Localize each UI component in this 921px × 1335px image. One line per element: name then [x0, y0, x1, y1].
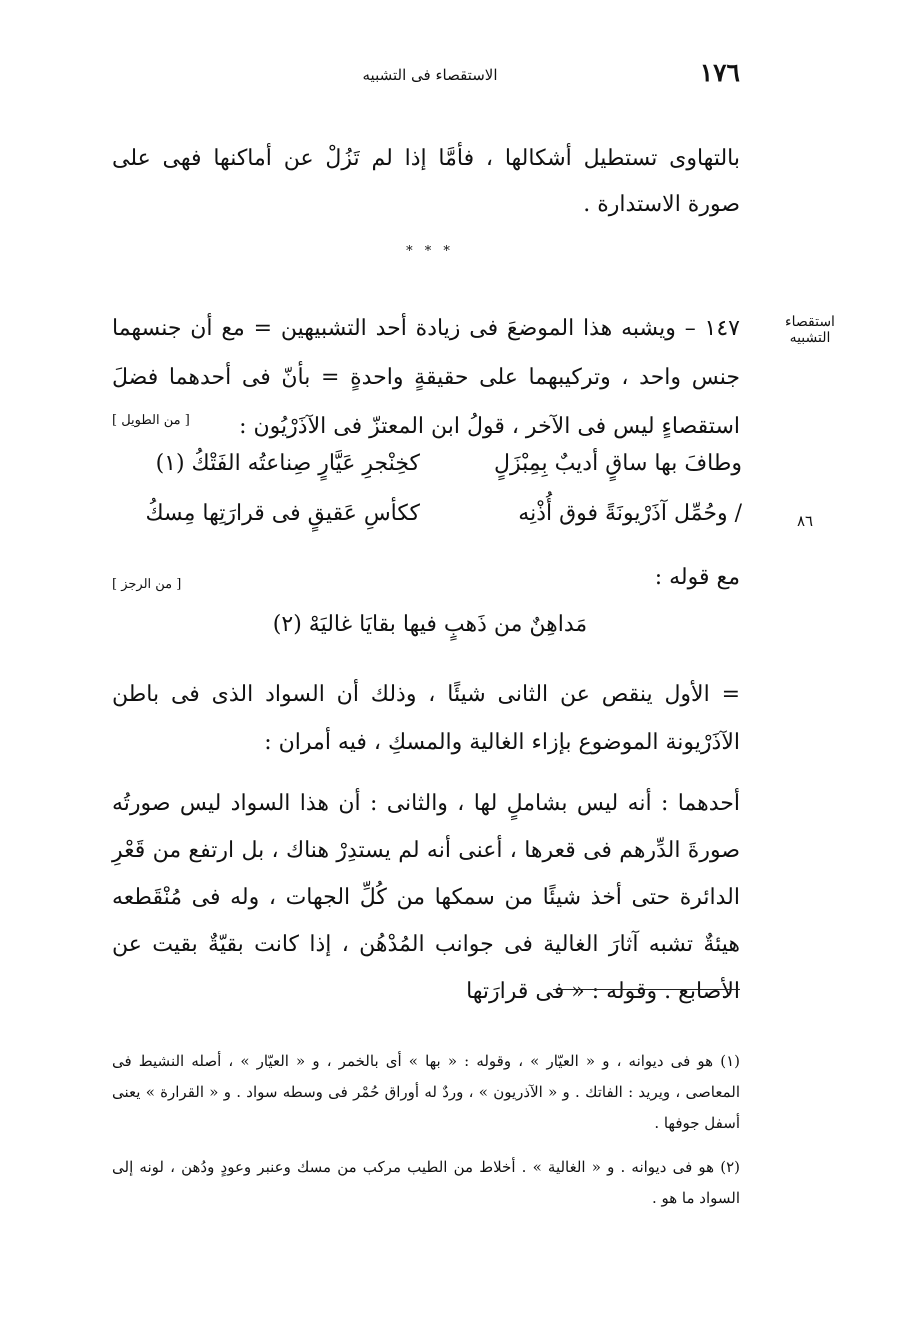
running-head: الاستقصاء فى التشبيه [362, 66, 498, 84]
verse-2-first-hemistich: / وحُمِّل آذَرْيونَةً فوق أُذْنِه [518, 501, 742, 526]
footnote-1: (١) هو فى ديوانه ، و « العيّار » ، وقوله : « بها » أى بالخمر ، و « العيّار » ، أصله النشيط فى المعاصى ، ويريد : الفاتك . و « الآذريون » ، وردٌ له أوراق حُمْر فى وسطه سواد . و « القرارة » يعنى أسفل جوفها . [112, 1052, 740, 1132]
footnote-2: (٢) هو فى ديوانه . و « الغالية » . أخلاط من الطيب مركب من مسك وعنبر وعودٍ ودُهن ، لونه إلى السواد ما هو . [112, 1158, 740, 1207]
page-number: ١٧٦ [699, 58, 740, 87]
paragraph-147: ١٤٧ – ويشبه هذا الموضعَ فى زيادة أحد التشبيهين = مع أن جنسهما جنس واحد ، وتركيبهما على حقيقةٍ واحدةٍ = بأنّ فى أحدهما فضلَ استقصاءٍ ليس فى الآخر ، قولُ ابن المعتزّ فى الآذَرْيُون : [112, 316, 740, 439]
verse-number: ٨٦ [796, 512, 814, 530]
section-separator: * * * [406, 244, 454, 259]
verse-3: مَداهِنٌ من ذَهبٍ فيها بقايَا غاليَهْ (٢) [272, 612, 588, 637]
verse-1-first-hemistich: وطافَ بها ساقٍ أديبٌ بِمِبْزَلٍ [493, 451, 742, 476]
paragraph-top: بالتهاوى تستطيل أشكالها ، فأمَّا إذا لم تَزُلْ عن أماكنها فهى على صورة الاستدارة . [112, 146, 740, 217]
margin-note: استقصاء التشبيه [785, 314, 835, 346]
verse-2-second-hemistich: ككأسِ عَقيقٍ فى قرارَتِها مِسكُ [145, 501, 420, 526]
footnote-rule [553, 989, 740, 990]
paragraph-first-lacks: = الأول ينقص عن الثانى شيئًا ، وذلك أن السواد الذى فى باطن الآذَرْيونة الموضوع بإزاء الغالية والمسكِ ، فيه أمران : [112, 682, 740, 755]
verse-1-second-hemistich: كخِنْجرِ عَيَّارٍ صِناعتُه الفَتْكُ (١) [155, 451, 420, 476]
paragraph-two-matters: أحدهما : أنه ليس بشاملٍ لها ، والثانى : أن هذا السواد ليس صورتُه صورةَ الدِّرهم فى قعرها ، أعنى أنه لم يستدِرْ هناك ، بل ارتفع من قَعْرِ الدائرة حتى أخذ شيئًا من سمكها من كُلِّ الجهات ، وله فى مُنْقَطعه هيئةٌ تشبه آثارَ الغالية فى جوانب المُدْهُن ، إذا كانت بقيّةٌ بقيت عن الأصابع . وقوله : « فى قرارَتها [112, 791, 740, 1004]
meter-label-1: [ من الطويل ] [112, 413, 190, 428]
with-his-saying: مع قوله : [654, 565, 740, 590]
meter-label-2: [ من الرجز ] [112, 577, 182, 592]
